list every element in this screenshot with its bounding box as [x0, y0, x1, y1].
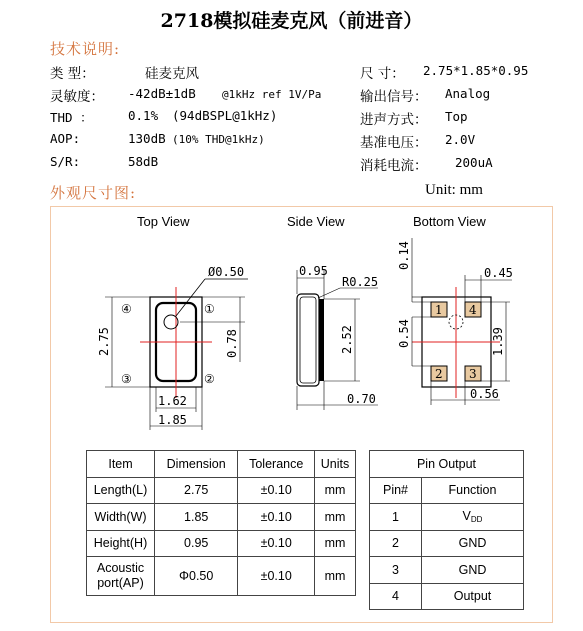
spec-sr-label: S/R:	[50, 154, 81, 169]
spec-voltage-value: 2.0V	[445, 132, 476, 147]
spec-output-label: 输出信号：	[360, 89, 428, 105]
table-row	[87, 504, 356, 531]
table-title-row	[370, 451, 524, 478]
spec-thd-label: THD ：	[50, 110, 93, 125]
table-cell: Length(L)	[87, 477, 155, 504]
table-cell: Output	[422, 583, 524, 610]
spec-thd-value: 0.1%	[128, 108, 159, 123]
table-row	[370, 504, 524, 531]
table-cell: GND	[422, 530, 524, 557]
bottom-pin-label: 4	[469, 303, 477, 317]
pad-top-dim: 0.14	[397, 241, 411, 270]
table-row	[87, 557, 356, 596]
dimension-table	[86, 450, 356, 596]
table-cell: Height(H)	[87, 530, 155, 557]
table-row	[370, 530, 524, 557]
spec-sr-value: 58dB	[128, 154, 159, 169]
radius-dim: R0.25	[342, 275, 379, 289]
outline-heading: 外观尺寸图:	[50, 184, 137, 202]
top-pin-label: ②	[204, 372, 215, 386]
side-view-drawing	[297, 264, 378, 410]
table-header-cell: Dimension	[155, 451, 238, 478]
bottom-view-label: Bottom View	[413, 214, 486, 229]
side-foot-dim: 0.70	[347, 392, 376, 406]
table-cell: 0.95	[155, 530, 238, 557]
table-cell: ±0.10	[238, 530, 315, 557]
table-cell	[422, 504, 524, 531]
table-header-cell: Units	[315, 451, 356, 478]
table-cell: 2	[370, 530, 422, 557]
spec-sensitivity-condition: @1kHz ref 1V/Pa	[222, 88, 322, 101]
height-dim: 0.95	[299, 264, 328, 278]
pad-pitch-h-dim: 0.56	[470, 387, 499, 401]
vdd-main: V	[462, 509, 471, 524]
table-cell: ±0.10	[238, 504, 315, 531]
pad-span-dim: 1.39	[491, 327, 505, 356]
spec-port-label: 进声方式：	[360, 112, 428, 128]
side-view-label: Side View	[287, 214, 345, 229]
table-cell: Φ0.50	[155, 557, 238, 596]
page-title: 2718模拟硅麦克风（前进音）	[160, 10, 423, 32]
table-header-row	[87, 451, 356, 478]
length-dim: 2.75	[97, 327, 111, 356]
spec-size-value: 2.75*1.85*0.95	[423, 63, 529, 78]
table-cell: ±0.10	[238, 557, 315, 596]
table-header-cell: Pin#	[370, 477, 422, 504]
inner-width-dim: 1.62	[158, 394, 187, 408]
spec-size-label: 尺 寸：	[360, 66, 405, 82]
table-cell: 3	[370, 557, 422, 584]
table-cell: 2.75	[155, 477, 238, 504]
spec-port-value: Top	[445, 109, 468, 124]
table-row	[370, 583, 524, 610]
bottom-pin-label: 3	[469, 367, 477, 381]
spec-output-value: Analog	[445, 86, 491, 101]
table-cell: Acoustic port(AP)	[87, 557, 155, 596]
table-cell: 4	[370, 583, 422, 610]
spec-sensitivity-label: 灵敏度：	[50, 89, 104, 105]
bottom-view-drawing	[397, 238, 513, 405]
table-row	[87, 477, 356, 504]
pin-table-title: Pin Output	[370, 451, 524, 478]
side-length-dim: 2.52	[340, 325, 354, 354]
spec-type-value: 硅麦克风	[145, 66, 199, 82]
pad-pitch-v-dim: 0.54	[397, 319, 411, 348]
hole-dia-dim: Ø0.50	[208, 265, 245, 279]
vdd-subscript: DD	[470, 515, 483, 525]
bottom-pin-label: 1	[435, 303, 443, 317]
table-cell: 1	[370, 504, 422, 531]
table-header-cell: Tolerance	[238, 451, 315, 478]
pad-width-dim: 0.45	[484, 266, 513, 280]
spec-thd-condition: (94dBSPL@1kHz)	[172, 108, 278, 123]
top-pin-label: ④	[121, 302, 132, 316]
width-dim: 1.85	[158, 413, 187, 427]
top-view-drawing	[97, 265, 248, 430]
table-row	[87, 530, 356, 557]
spec-aop-value: 130dB	[128, 131, 166, 146]
bottom-pin-label: 2	[435, 367, 443, 381]
table-cell: 1.85	[155, 504, 238, 531]
table-header-cell: Item	[87, 451, 155, 478]
table-cell: mm	[315, 477, 356, 504]
top-pin-label: ③	[121, 372, 132, 386]
top-view-label: Top View	[137, 214, 190, 229]
table-header-row	[370, 477, 524, 504]
unit-label: Unit: mm	[425, 182, 483, 198]
tech-spec-heading: 技术说明:	[50, 40, 121, 58]
spec-current-label: 消耗电流：	[360, 158, 428, 174]
spec-sensitivity-value: -42dB±1dB	[128, 86, 196, 101]
table-row	[370, 557, 524, 584]
table-cell: ±0.10	[238, 477, 315, 504]
table-cell: Width(W)	[87, 504, 155, 531]
table-cell: mm	[315, 530, 356, 557]
top-pin-label: ①	[204, 302, 215, 316]
table-cell: GND	[422, 557, 524, 584]
table-header-cell: Function	[422, 477, 524, 504]
spec-type-label: 类 型：	[50, 66, 95, 82]
spec-aop-label: AOP:	[50, 131, 81, 146]
spec-aop-condition: (10% THD@1kHz)	[172, 133, 265, 146]
table-cell: mm	[315, 504, 356, 531]
spec-voltage-label: 基准电压：	[360, 135, 428, 151]
table-cell: mm	[315, 557, 356, 596]
hole-offset-dim: 0.78	[225, 329, 239, 358]
spec-current-value: 200uA	[455, 155, 493, 170]
pin-output-table	[369, 450, 524, 610]
